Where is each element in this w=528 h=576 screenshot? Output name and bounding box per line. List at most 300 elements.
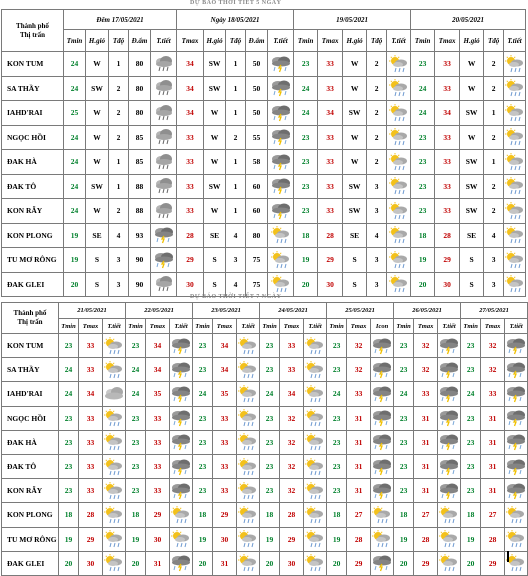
sun-rain-icon xyxy=(304,530,326,548)
weather-cell xyxy=(170,503,193,527)
city-name: SA THẦY xyxy=(2,358,59,382)
weather-cell xyxy=(371,454,394,478)
thunder-rain-icon xyxy=(505,482,527,500)
tmin-value: 24 xyxy=(294,101,318,126)
sun-rain-icon xyxy=(504,226,526,244)
sun-rain-icon xyxy=(103,337,125,355)
tmin-value: 24 xyxy=(126,382,146,406)
tmax-value: 34 xyxy=(280,382,304,406)
tmax-value: 33 xyxy=(318,199,343,224)
thunder-rain-icon xyxy=(270,128,292,146)
wind-level: 3 xyxy=(367,272,387,297)
rain-cloud-icon xyxy=(153,177,175,195)
tmax-value: 33 xyxy=(79,430,103,454)
weather-cell xyxy=(103,454,126,478)
table-row xyxy=(2,382,528,406)
tmin-value: 23 xyxy=(461,358,481,382)
tmax-value: 31 xyxy=(347,406,371,430)
column-header: H.gió xyxy=(86,30,109,52)
tmin-value: 20 xyxy=(193,551,213,575)
sun-rain-icon xyxy=(103,530,125,548)
tmin-value: 23 xyxy=(126,430,146,454)
wind-direction: W xyxy=(343,150,367,175)
date-group-header: Ngày 18/05/2021 xyxy=(177,10,294,30)
location-header xyxy=(2,303,59,334)
column-header: Tđộ xyxy=(484,30,504,52)
thunder-rain-icon xyxy=(371,361,393,379)
weather-cell xyxy=(371,382,394,406)
wind-level: 4 xyxy=(226,272,246,297)
sun-rain-icon xyxy=(237,361,259,379)
thunder-rain-icon xyxy=(438,385,460,403)
table-row xyxy=(2,174,526,199)
weather-cell xyxy=(304,430,327,454)
city-name: TU MƠ RÔNG xyxy=(2,527,59,551)
wind-level: 2 xyxy=(367,76,387,101)
city-name: SA THẦY xyxy=(2,76,64,101)
sun-rain-icon xyxy=(103,554,125,572)
table-row xyxy=(2,430,528,454)
wind-direction: W xyxy=(204,125,226,150)
column-header: Tmax xyxy=(481,319,505,334)
weather-cell xyxy=(103,527,126,551)
tmin-value: 24 xyxy=(294,76,318,101)
tmin-value: 23 xyxy=(294,174,318,199)
tmin-value: 23 xyxy=(394,454,414,478)
thunder-rain-icon xyxy=(170,482,192,500)
column-header: Icon xyxy=(371,319,394,334)
humidity-value: 75 xyxy=(246,248,268,273)
tmin-value: 24 xyxy=(411,101,435,126)
wind-level: 1 xyxy=(226,76,246,101)
tmin-value: 23 xyxy=(411,125,435,150)
tmax-value: 32 xyxy=(280,479,304,503)
tmax-value: 29 xyxy=(481,551,505,575)
tmin-value: 23 xyxy=(126,406,146,430)
tmin-value: 23 xyxy=(59,479,79,503)
tmin-value: 18 xyxy=(327,503,347,527)
tmax-value: 33 xyxy=(414,382,438,406)
tmin-value: 24 xyxy=(64,150,86,175)
column-header: Tmax xyxy=(347,319,371,334)
weather-cell xyxy=(103,406,126,430)
wind-level: 3 xyxy=(226,248,246,273)
weather-cell xyxy=(170,406,193,430)
wind-direction: W xyxy=(343,76,367,101)
wind-level: 3 xyxy=(367,174,387,199)
weather-cell xyxy=(170,551,193,575)
weather-cell xyxy=(237,527,260,551)
weather-cell xyxy=(438,406,461,430)
weather-cell xyxy=(103,479,126,503)
sun-rain-icon xyxy=(304,554,326,572)
weather-cell xyxy=(387,272,411,297)
weather-cell xyxy=(504,76,526,101)
column-header: Tmin xyxy=(59,319,79,334)
date-group-header: Đêm 17/05/2021 xyxy=(64,10,177,30)
tmin-value: 20 xyxy=(64,272,86,297)
column-header: Tmin xyxy=(64,30,86,52)
tmax-value: 33 xyxy=(435,76,460,101)
tmax-value: 33 xyxy=(213,406,237,430)
tmax-value: 28 xyxy=(435,223,460,248)
tmin-value: 23 xyxy=(327,334,347,358)
wind-direction: S xyxy=(204,248,226,273)
tmin-value: 23 xyxy=(294,125,318,150)
column-header: Tmax xyxy=(318,30,343,52)
wind-level: 1 xyxy=(226,150,246,175)
column-header: T.tiết xyxy=(304,319,327,334)
wind-level: 3 xyxy=(109,248,129,273)
wind-direction: W xyxy=(86,199,109,224)
sun-rain-icon xyxy=(237,385,259,403)
table-row xyxy=(2,272,526,297)
weather-cell xyxy=(438,479,461,503)
city-name: NGỌC HỒI xyxy=(2,125,64,150)
wind-level: 2 xyxy=(109,101,129,126)
tmax-value: 31 xyxy=(347,430,371,454)
sun-rain-icon xyxy=(304,385,326,403)
tmax-value: 30 xyxy=(146,527,170,551)
weather-cell xyxy=(438,503,461,527)
tmax-value: 33 xyxy=(177,125,204,150)
weather-cell xyxy=(268,199,294,224)
city-name: ĐAK GLEI xyxy=(2,551,59,575)
column-header: Tmin xyxy=(260,319,280,334)
weather-cell xyxy=(387,248,411,273)
tmin-value: 23 xyxy=(461,479,481,503)
wind-direction: SE xyxy=(86,223,109,248)
wind-direction: SW xyxy=(86,174,109,199)
sun-rain-icon xyxy=(371,530,393,548)
column-header: Tmin xyxy=(193,319,213,334)
tmax-value: 32 xyxy=(347,334,371,358)
thunder-rain-icon xyxy=(153,226,175,244)
wind-level: 2 xyxy=(367,125,387,150)
thunder-rain-icon xyxy=(170,554,192,572)
sun-rain-icon xyxy=(504,79,526,97)
date-header: 26/05/2021 xyxy=(394,303,461,319)
tmax-value: 34 xyxy=(435,101,460,126)
thunder-rain-icon xyxy=(371,482,393,500)
tmax-value: 32 xyxy=(280,406,304,430)
wind-level: 1 xyxy=(484,101,504,126)
sun-rain-icon xyxy=(504,128,526,146)
tmin-value: 18 xyxy=(411,223,435,248)
tmin-value: 19 xyxy=(411,248,435,273)
column-header: Tmax xyxy=(213,319,237,334)
tmin-value: 20 xyxy=(394,551,414,575)
weather-cell xyxy=(371,551,394,575)
humidity-value: 88 xyxy=(129,199,151,224)
tmax-value: 29 xyxy=(435,248,460,273)
city-name: KON PLONG xyxy=(2,223,64,248)
city-name: TU MƠ RÔNG xyxy=(2,248,64,273)
weather-cell xyxy=(504,125,526,150)
column-header: Đ.ẩm xyxy=(129,30,151,52)
tmax-value: 29 xyxy=(414,551,438,575)
wind-level: 1 xyxy=(109,174,129,199)
thunder-rain-icon xyxy=(371,337,393,355)
sun-rain-icon xyxy=(388,153,410,171)
weather-cell xyxy=(268,248,294,273)
tmin-value: 23 xyxy=(394,430,414,454)
table-row xyxy=(2,76,526,101)
wind-direction: W xyxy=(460,125,484,150)
text-cursor xyxy=(507,551,509,562)
tmax-value: 34 xyxy=(146,358,170,382)
tmax-value: 29 xyxy=(146,503,170,527)
tmax-value: 33 xyxy=(79,454,103,478)
weather-cell xyxy=(438,334,461,358)
location-header-line1: Thành phố xyxy=(16,21,49,30)
rain-cloud-icon xyxy=(153,55,175,73)
wind-direction: SW xyxy=(86,76,109,101)
sun-rain-icon xyxy=(388,128,410,146)
column-header: Tmax xyxy=(177,30,204,52)
weather-cell xyxy=(505,503,528,527)
tmax-value: 32 xyxy=(481,358,505,382)
tmin-value: 19 xyxy=(193,527,213,551)
column-header: Tmin xyxy=(394,319,414,334)
tmin-value: 24 xyxy=(59,358,79,382)
tmin-value: 20 xyxy=(126,551,146,575)
wind-level: 3 xyxy=(367,248,387,273)
table-row xyxy=(2,479,528,503)
weather-cell xyxy=(371,430,394,454)
tmax-value: 33 xyxy=(435,199,460,224)
tmax-value: 30 xyxy=(79,551,103,575)
sun-rain-icon xyxy=(504,153,526,171)
tmin-value: 23 xyxy=(126,334,146,358)
weather-cell xyxy=(268,52,294,77)
column-header: T.tiết xyxy=(438,319,461,334)
humidity-value: 90 xyxy=(129,272,151,297)
weather-cell xyxy=(151,248,177,273)
city-name: KON PLONG xyxy=(2,503,59,527)
tmin-value: 23 xyxy=(260,454,280,478)
tmin-value: 23 xyxy=(294,199,318,224)
weather-cell xyxy=(505,430,528,454)
column-header: Tmin xyxy=(294,30,318,52)
tmin-value: 23 xyxy=(260,430,280,454)
tmin-value: 23 xyxy=(59,334,79,358)
humidity-value: 75 xyxy=(246,272,268,297)
wind-level: 2 xyxy=(367,52,387,77)
thunder-rain-icon xyxy=(371,458,393,476)
sun-rain-icon xyxy=(103,409,125,427)
weather-cell xyxy=(237,479,260,503)
tmin-value: 23 xyxy=(394,334,414,358)
tmin-value: 23 xyxy=(260,479,280,503)
tmin-value: 23 xyxy=(327,454,347,478)
thunder-rain-icon xyxy=(153,251,175,269)
column-header: Tmax xyxy=(435,30,460,52)
tmax-value: 27 xyxy=(481,503,505,527)
thunder-rain-icon xyxy=(438,433,460,451)
tmin-value: 23 xyxy=(193,430,213,454)
wind-direction: W xyxy=(86,52,109,77)
table-row xyxy=(2,125,526,150)
weather-cell xyxy=(504,174,526,199)
rain-cloud-icon xyxy=(153,128,175,146)
tmax-value: 28 xyxy=(414,527,438,551)
tmax-value: 31 xyxy=(347,479,371,503)
weather-cell xyxy=(304,479,327,503)
sun-rain-icon xyxy=(237,554,259,572)
tmin-value: 24 xyxy=(461,382,481,406)
tmax-value: 33 xyxy=(213,454,237,478)
weather-cell xyxy=(237,358,260,382)
weather-cell xyxy=(505,406,528,430)
wind-level: 1 xyxy=(484,150,504,175)
tmin-value: 20 xyxy=(327,551,347,575)
tmax-value: 31 xyxy=(414,406,438,430)
weather-cell xyxy=(304,334,327,358)
tmax-value: 34 xyxy=(318,101,343,126)
table-row xyxy=(2,527,528,551)
weather-cell xyxy=(505,358,528,382)
tmax-value: 33 xyxy=(280,358,304,382)
wind-direction: SW xyxy=(343,174,367,199)
tmax-value: 32 xyxy=(280,430,304,454)
location-header-line2: Thị trấn xyxy=(17,318,43,326)
wind-level: 4 xyxy=(367,223,387,248)
column-header: T.tiết xyxy=(387,30,411,52)
weather-cell xyxy=(237,334,260,358)
table-row xyxy=(2,150,526,175)
column-header: Tmin xyxy=(461,319,481,334)
tmin-value: 19 xyxy=(64,248,86,273)
weather-cell xyxy=(170,358,193,382)
weather-cell xyxy=(268,174,294,199)
wind-direction: SW xyxy=(460,174,484,199)
tmax-value: 34 xyxy=(177,52,204,77)
tmin-value: 23 xyxy=(411,150,435,175)
tmin-value: 23 xyxy=(294,52,318,77)
city-name: NGỌC HỒI xyxy=(2,406,59,430)
sun-rain-icon xyxy=(388,104,410,122)
tmin-value: 23 xyxy=(59,454,79,478)
weather-cell xyxy=(304,382,327,406)
table-row xyxy=(2,248,526,273)
thunder-rain-icon xyxy=(170,337,192,355)
tmax-value: 33 xyxy=(435,125,460,150)
thunder-rain-icon xyxy=(270,177,292,195)
tmax-value: 30 xyxy=(318,272,343,297)
sun-rain-icon xyxy=(237,458,259,476)
weather-cell xyxy=(387,174,411,199)
weather-cell xyxy=(170,454,193,478)
sun-rain-icon xyxy=(237,506,259,524)
wind-direction: SW xyxy=(204,174,226,199)
weather-cell xyxy=(151,223,177,248)
tmax-value: 34 xyxy=(177,76,204,101)
humidity-value: 85 xyxy=(129,125,151,150)
sun-rain-icon xyxy=(237,337,259,355)
tmax-value: 33 xyxy=(177,174,204,199)
wind-level: 2 xyxy=(109,76,129,101)
forecast-table-5day xyxy=(1,9,526,297)
tmin-value: 20 xyxy=(260,551,280,575)
sun-rain-icon xyxy=(103,433,125,451)
humidity-value: 60 xyxy=(246,199,268,224)
tmax-value: 33 xyxy=(79,406,103,430)
rain-cloud-icon xyxy=(153,275,175,293)
tmin-value: 23 xyxy=(411,174,435,199)
weather-cell xyxy=(504,272,526,297)
table-row xyxy=(2,503,528,527)
wind-direction: S xyxy=(86,272,109,297)
tmax-value: 28 xyxy=(481,527,505,551)
sun-rain-icon xyxy=(170,506,192,524)
tmax-value: 29 xyxy=(79,527,103,551)
weather-cell xyxy=(151,150,177,175)
thunder-rain-icon xyxy=(505,433,527,451)
table-row xyxy=(2,101,526,126)
thunder-rain-icon xyxy=(371,409,393,427)
tmin-value: 19 xyxy=(394,527,414,551)
sun-rain-icon xyxy=(103,361,125,379)
tmin-value: 20 xyxy=(294,272,318,297)
weather-cell xyxy=(371,334,394,358)
weather-cell xyxy=(387,223,411,248)
sun-rain-icon xyxy=(438,506,460,524)
tmax-value: 33 xyxy=(79,334,103,358)
tmin-value: 24 xyxy=(126,358,146,382)
tmax-value: 28 xyxy=(318,223,343,248)
tmin-value: 23 xyxy=(260,334,280,358)
weather-cell xyxy=(438,551,461,575)
tmax-value: 28 xyxy=(347,527,371,551)
tmax-value: 31 xyxy=(146,551,170,575)
tmin-value: 19 xyxy=(64,223,86,248)
tmin-value: 18 xyxy=(260,503,280,527)
wind-direction: S xyxy=(460,272,484,297)
rain-cloud-icon xyxy=(153,79,175,97)
wind-direction: SE xyxy=(204,223,226,248)
weather-cell xyxy=(237,454,260,478)
tmax-value: 34 xyxy=(79,382,103,406)
city-name: ĐAK HÀ xyxy=(2,430,59,454)
date-header: 24/05/2021 xyxy=(260,303,327,319)
tmax-value: 33 xyxy=(79,479,103,503)
date-header: 22/05/2021 xyxy=(126,303,193,319)
tmax-value: 31 xyxy=(414,454,438,478)
humidity-value: 80 xyxy=(129,76,151,101)
weather-cell xyxy=(237,430,260,454)
sun-rain-icon xyxy=(237,530,259,548)
tmin-value: 24 xyxy=(64,125,86,150)
thunder-rain-icon xyxy=(438,409,460,427)
location-header-line2: Thị trấn xyxy=(19,30,46,39)
tmin-value: 20 xyxy=(461,551,481,575)
tmin-value: 24 xyxy=(327,382,347,406)
tmax-value: 33 xyxy=(177,199,204,224)
humidity-value: 88 xyxy=(129,174,151,199)
sun-rain-icon xyxy=(237,409,259,427)
wind-level: 2 xyxy=(484,174,504,199)
tmin-value: 24 xyxy=(64,174,86,199)
tmin-value: 23 xyxy=(193,454,213,478)
tmax-value: 33 xyxy=(435,52,460,77)
weather-cell xyxy=(268,272,294,297)
weather-cell xyxy=(505,382,528,406)
thunder-rain-icon xyxy=(505,361,527,379)
tmax-value: 33 xyxy=(347,382,371,406)
wind-level: 3 xyxy=(484,248,504,273)
thunder-rain-icon xyxy=(438,361,460,379)
